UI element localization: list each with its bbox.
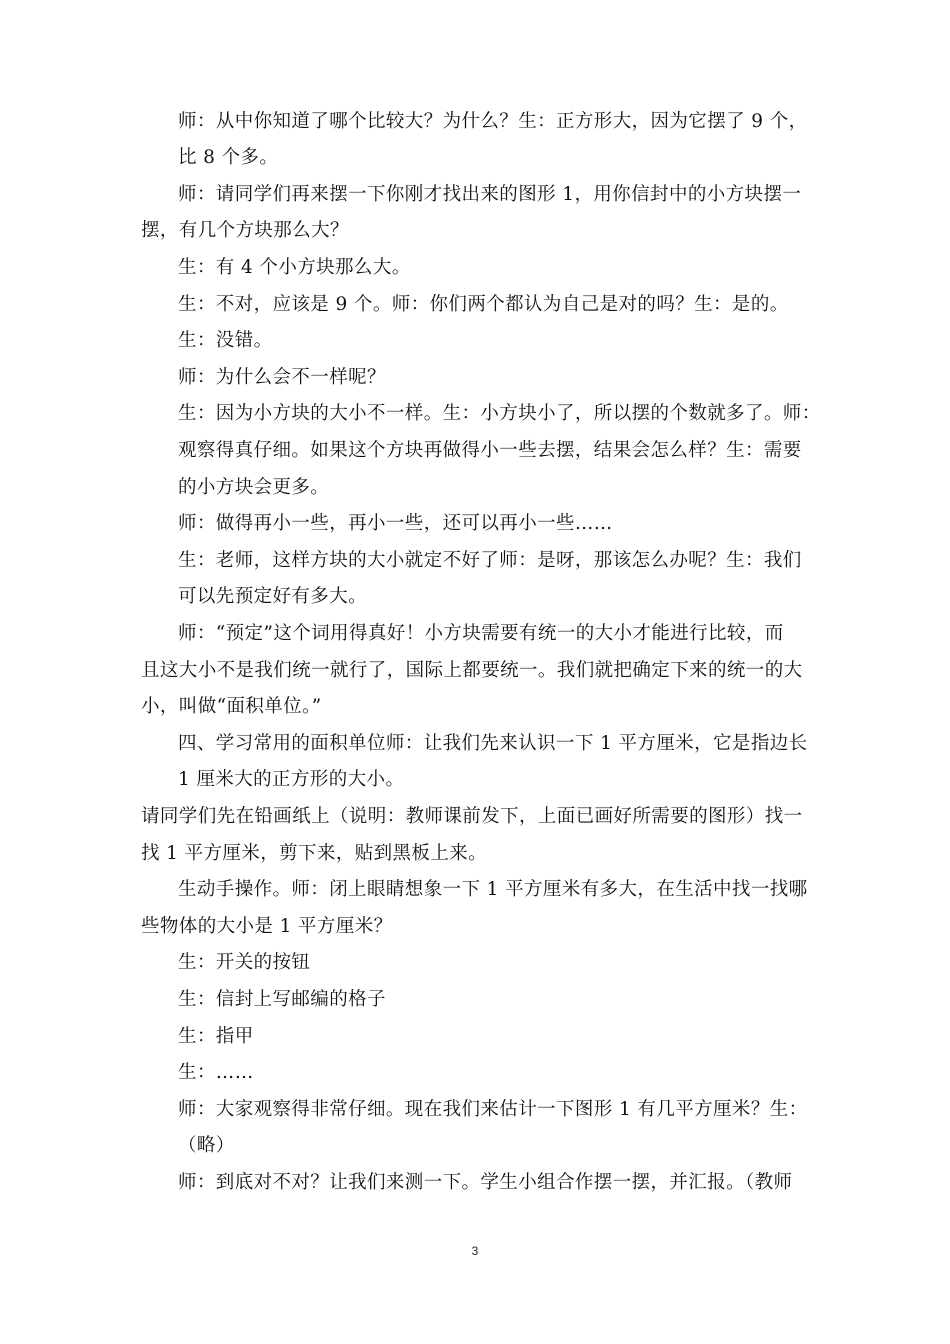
text-line: 小，叫做“面积单位。” <box>141 696 322 717</box>
text-line: 师：为什么会不一样呢？ <box>178 367 386 388</box>
text-line: 生：因为小方块的大小不一样。生：小方块小了，所以摆的个数就多了。师： <box>178 403 821 424</box>
text-line: 摆，有几个方块那么大？ <box>141 220 349 241</box>
text-line: 比 8 个多。 <box>178 147 279 168</box>
text-line: 些物体的大小是 1 平方厘米？ <box>141 916 393 937</box>
text-line: 且这大小不是我们统一就行了，国际上都要统一。我们就把确定下来的统一的大 <box>141 660 803 681</box>
text-line: 请同学们先在铅画纸上（说明：教师课前发下，上面已画好所需要的图形）找一 <box>141 806 803 827</box>
text-line: 生：老师，这样方块的大小就定不好了师：是呀，那该怎么办呢？生：我们 <box>178 550 802 571</box>
text-line: 师：“预定”这个词用得真好！小方块需要有统一的大小才能进行比较，而 <box>178 623 784 644</box>
text-line: 生：没错。 <box>178 330 273 351</box>
text-line: 生：有 4 个小方块那么大。 <box>178 257 411 278</box>
text-line: （略） <box>178 1135 235 1156</box>
text-line: 师：从中你知道了哪个比较大？为什么？生：正方形大，因为它摆了 9 个， <box>178 111 808 132</box>
text-line: 生：开关的按钮 <box>178 952 311 973</box>
text-line: 四、学习常用的面积单位师：让我们先来认识一下 1 平方厘米，它是指边长 <box>178 733 808 754</box>
text-line: 师：请同学们再来摆一下你刚才找出来的图形 1，用你信封中的小方块摆一 <box>178 184 802 205</box>
text-line: 生：不对，应该是 9 个。师：你们两个都认为自己是对的吗？生：是的。 <box>178 294 789 315</box>
text-line: 生：指甲 <box>178 1026 254 1047</box>
page-number: 3 <box>471 1244 479 1258</box>
text-line: 师：做得再小一些，再小一些，还可以再小一些…… <box>178 513 613 534</box>
text-line: 生：信封上写邮编的格子 <box>178 989 386 1010</box>
text-line: 生：…… <box>178 1062 254 1083</box>
text-line: 的小方块会更多。 <box>178 477 330 498</box>
text-line: 1 厘米大的正方形的大小。 <box>178 769 405 790</box>
text-line: 找 1 平方厘米，剪下来，贴到黑板上来。 <box>141 843 488 864</box>
text-line: 师：大家观察得非常仔细。现在我们来估计一下图形 1 有几平方厘米？生： <box>178 1099 808 1120</box>
text-line: 师：到底对不对？让我们来测一下。学生小组合作摆一摆，并汇报。（教师 <box>178 1172 793 1193</box>
text-line: 可以先预定好有多大。 <box>178 586 368 607</box>
text-line: 生动手操作。师：闭上眼睛想象一下 1 平方厘米有多大，在生活中找一找哪 <box>178 879 808 900</box>
text-line: 观察得真仔细。如果这个方块再做得小一些去摆，结果会怎么样？生：需要 <box>178 440 802 461</box>
